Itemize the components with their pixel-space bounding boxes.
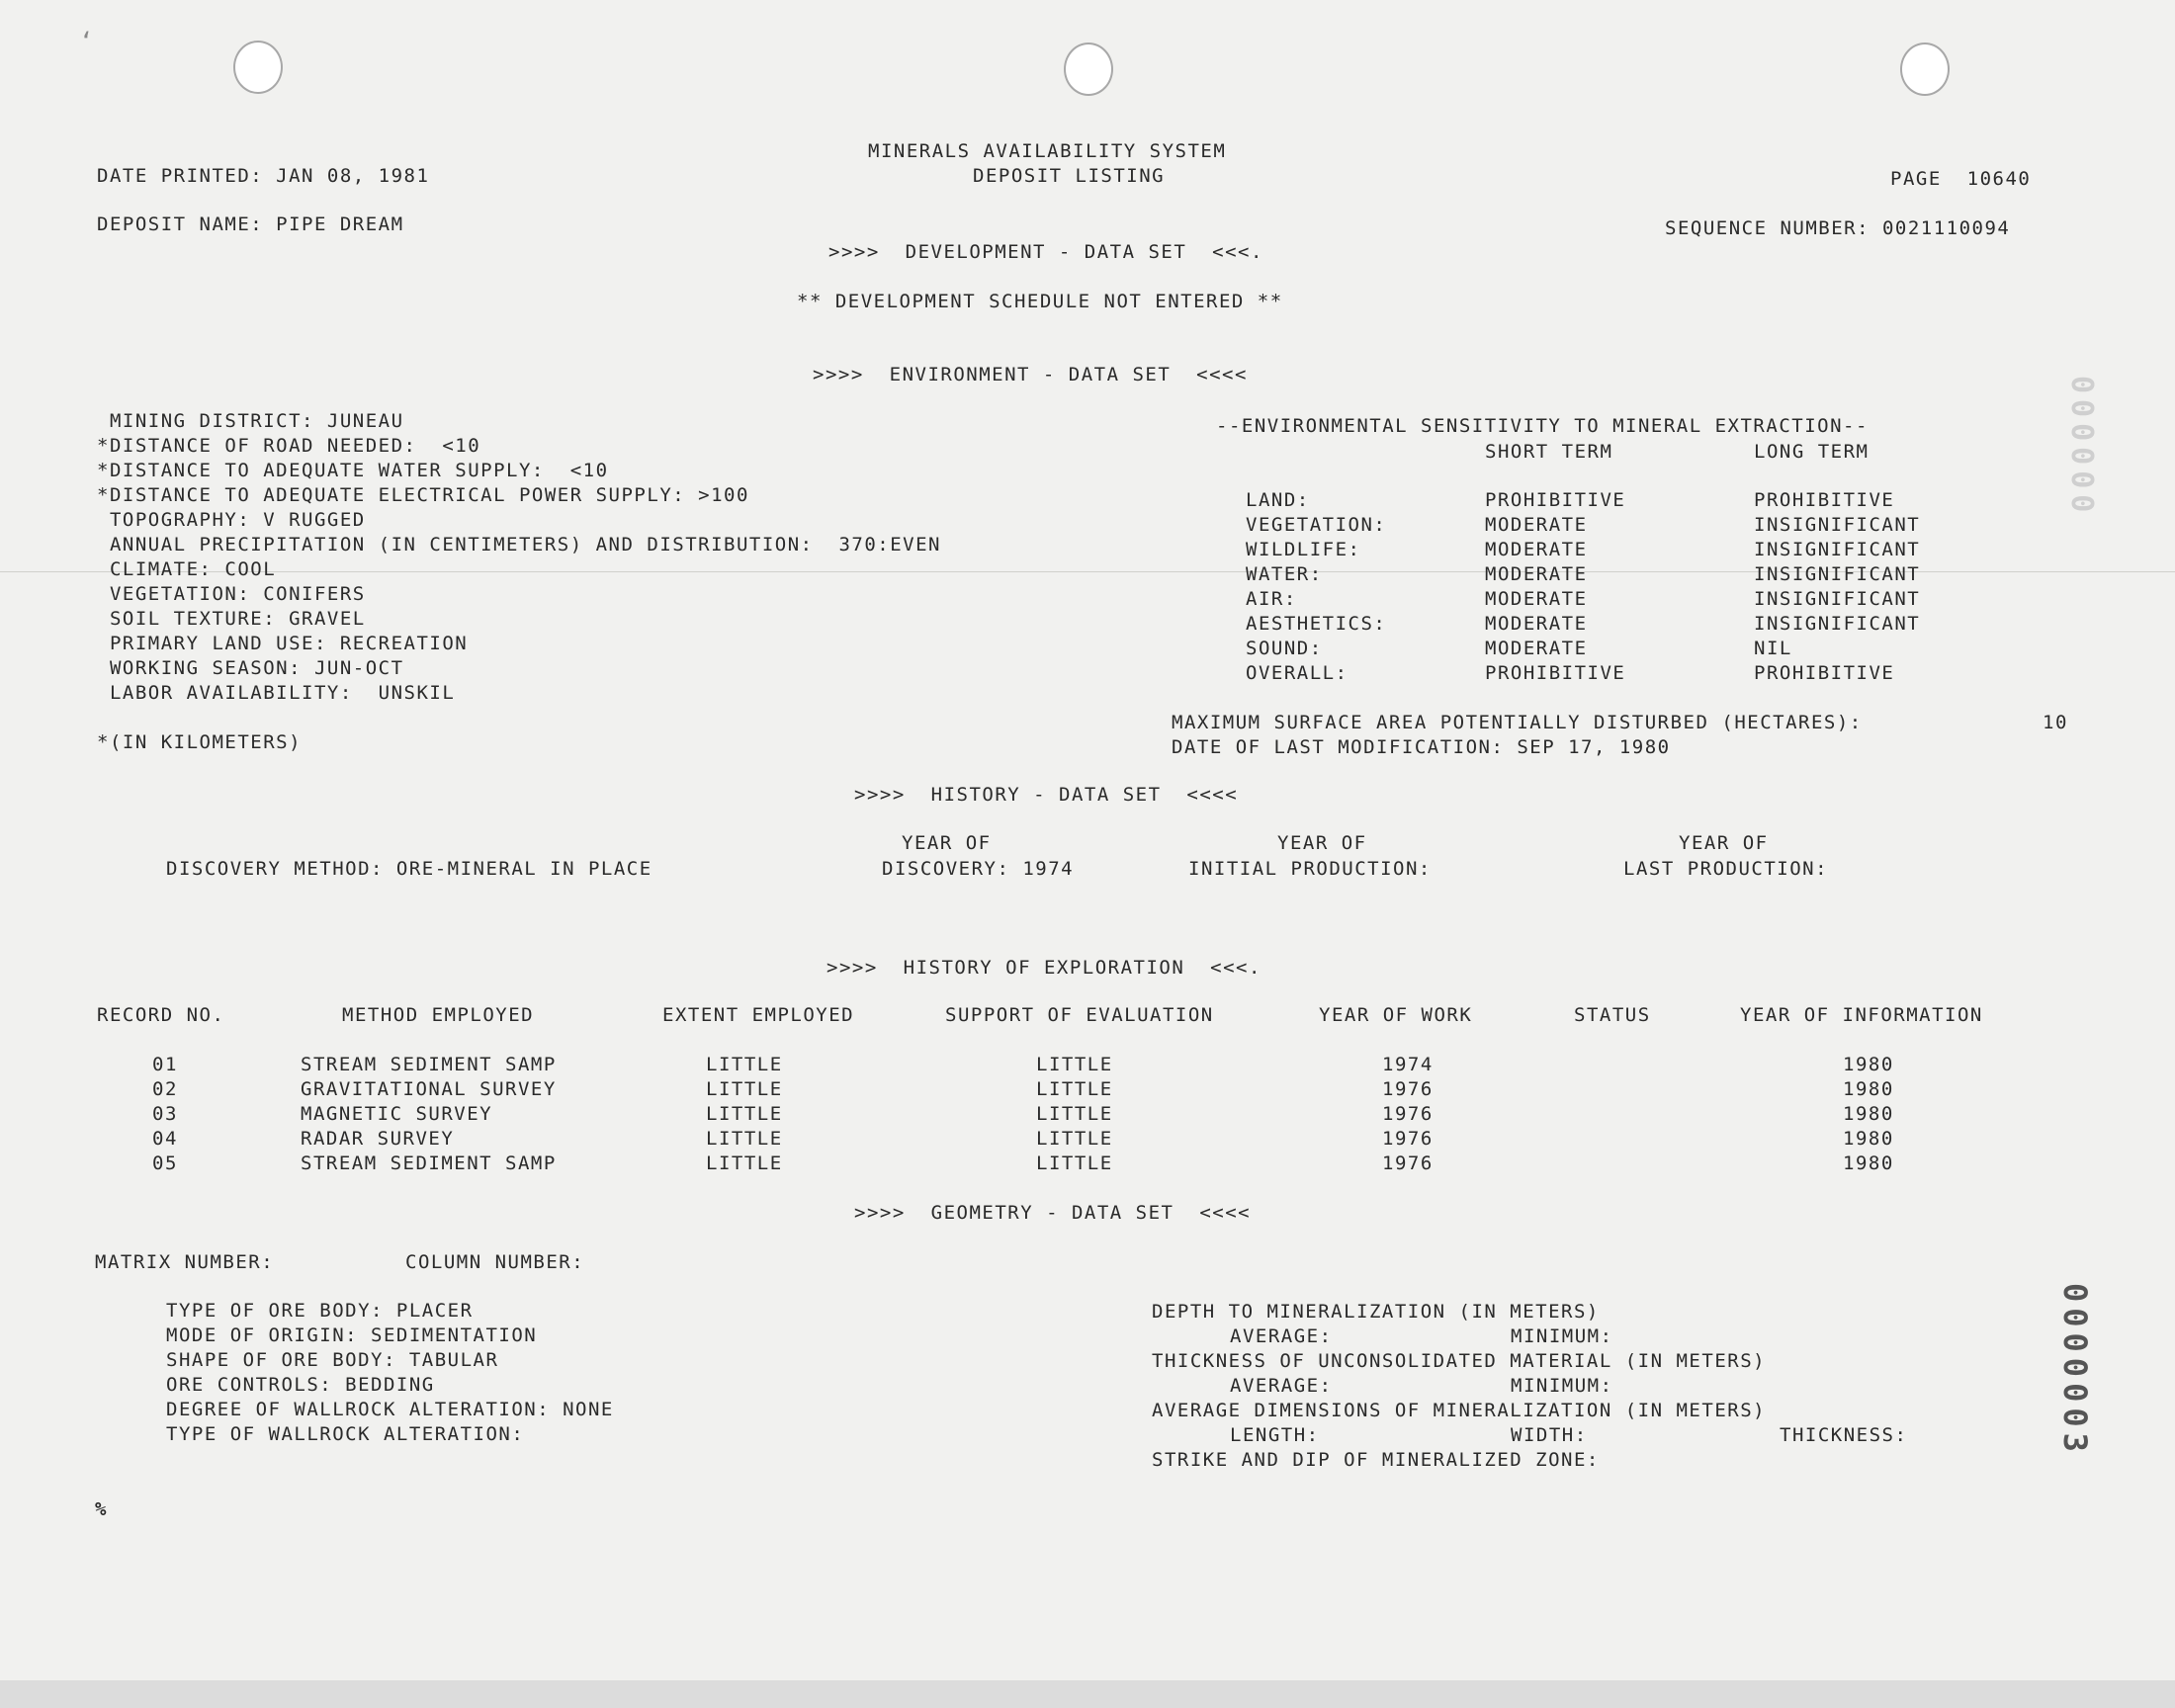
development-title: >>>> DEVELOPMENT - DATA SET <<<. bbox=[828, 241, 1263, 263]
geometry-item: DEGREE OF WALLROCK ALTERATION: NONE bbox=[166, 1399, 614, 1420]
year-of-work: 1976 bbox=[1382, 1153, 1434, 1174]
short-term-header: SHORT TERM bbox=[1485, 441, 1613, 463]
year-of-discovery-label: YEAR OF bbox=[902, 832, 992, 854]
footer-mark: % bbox=[95, 1498, 108, 1520]
support: LITTLE bbox=[1036, 1153, 1113, 1174]
year-of-info: 1980 bbox=[1843, 1103, 1894, 1125]
col-header-method: METHOD EMPLOYED bbox=[342, 1004, 535, 1026]
env-item: LABOR AVAILABILITY: UNSKIL bbox=[97, 682, 456, 704]
sensitivity-short: PROHIBITIVE bbox=[1485, 662, 1626, 684]
year-of-work: 1976 bbox=[1382, 1078, 1434, 1100]
max-area-label: MAXIMUM SURFACE AREA POTENTIALLY DISTURBED (HECTARES): bbox=[1172, 712, 1863, 733]
long-term-header: LONG TERM bbox=[1754, 441, 1870, 463]
sensitivity-label: LAND: bbox=[1246, 489, 1310, 511]
depth-minimum: MINIMUM: bbox=[1511, 1325, 1613, 1347]
method: STREAM SEDIMENT SAMP bbox=[301, 1153, 557, 1174]
col-header-status: STATUS bbox=[1574, 1004, 1651, 1026]
sensitivity-title: --ENVIRONMENTAL SENSITIVITY TO MINERAL EXTRACTION-- bbox=[1216, 415, 1869, 437]
sensitivity-short: MODERATE bbox=[1485, 514, 1588, 536]
column-number: COLUMN NUMBER: bbox=[405, 1251, 585, 1273]
env-item: TOPOGRAPHY: V RUGGED bbox=[97, 509, 366, 531]
last-modification: DATE OF LAST MODIFICATION: SEP 17, 1980 bbox=[1172, 736, 1671, 758]
exploration-title: >>>> HISTORY OF EXPLORATION <<<. bbox=[826, 957, 1262, 979]
env-item: VEGETATION: CONIFERS bbox=[97, 583, 366, 605]
geometry-item: SHAPE OF ORE BODY: TABULAR bbox=[166, 1349, 499, 1371]
km-footnote: *(IN KILOMETERS) bbox=[97, 731, 303, 753]
scan-speck: ‘ bbox=[79, 28, 94, 55]
env-item: ANNUAL PRECIPITATION (IN CENTIMETERS) AND DISTRIBUTION: 370:EVEN bbox=[97, 534, 941, 555]
year-of-work: 1976 bbox=[1382, 1128, 1434, 1150]
method: STREAM SEDIMENT SAMP bbox=[301, 1054, 557, 1075]
support: LITTLE bbox=[1036, 1054, 1113, 1075]
punch-hole-left bbox=[233, 41, 283, 94]
geometry-item: MODE OF ORIGIN: SEDIMENTATION bbox=[166, 1324, 538, 1346]
unconsolidated-minimum: MINIMUM: bbox=[1511, 1375, 1613, 1397]
sensitivity-long: PROHIBITIVE bbox=[1754, 489, 1895, 511]
year-of-work: 1974 bbox=[1382, 1054, 1434, 1075]
year-of-initial-label: YEAR OF bbox=[1277, 832, 1367, 854]
sensitivity-short: PROHIBITIVE bbox=[1485, 489, 1626, 511]
environment-title: >>>> ENVIRONMENT - DATA SET <<<< bbox=[813, 364, 1248, 385]
year-of-info: 1980 bbox=[1843, 1153, 1894, 1174]
unconsolidated-average: AVERAGE: bbox=[1230, 1375, 1333, 1397]
col-header-year-work: YEAR OF WORK bbox=[1319, 1004, 1473, 1026]
method: RADAR SURVEY bbox=[301, 1128, 455, 1150]
method: MAGNETIC SURVEY bbox=[301, 1103, 493, 1125]
year-of-work: 1976 bbox=[1382, 1103, 1434, 1125]
dimension-thickness: THICKNESS: bbox=[1780, 1424, 1908, 1446]
sensitivity-label: VEGETATION: bbox=[1246, 514, 1387, 536]
sensitivity-long: INSIGNIFICANT bbox=[1754, 514, 1921, 536]
extent: LITTLE bbox=[706, 1128, 783, 1150]
col-header-year-info: YEAR OF INFORMATION bbox=[1740, 1004, 1983, 1026]
col-header-record: RECORD NO. bbox=[97, 1004, 225, 1026]
listing-title: DEPOSIT LISTING bbox=[973, 165, 1166, 187]
page-number: PAGE 10640 bbox=[1890, 168, 2032, 190]
sensitivity-label: SOUND: bbox=[1246, 638, 1323, 659]
extent: LITTLE bbox=[706, 1054, 783, 1075]
extent: LITTLE bbox=[706, 1103, 783, 1125]
col-header-support: SUPPORT OF EVALUATION bbox=[945, 1004, 1214, 1026]
sensitivity-short: MODERATE bbox=[1485, 588, 1588, 610]
avg-dimensions-label: AVERAGE DIMENSIONS OF MINERALIZATION (IN METERS) bbox=[1152, 1400, 1767, 1421]
method: GRAVITATIONAL SURVEY bbox=[301, 1078, 557, 1100]
date-printed: DATE PRINTED: JAN 08, 1981 bbox=[97, 165, 430, 187]
env-item: WORKING SEASON: JUN-OCT bbox=[97, 657, 404, 679]
system-title: MINERALS AVAILABILITY SYSTEM bbox=[868, 140, 1227, 162]
support: LITTLE bbox=[1036, 1103, 1113, 1125]
env-item: SOIL TEXTURE: GRAVEL bbox=[97, 608, 366, 630]
frame-number-stamp: 0000003 bbox=[2056, 1283, 2094, 1458]
sensitivity-short: MODERATE bbox=[1485, 613, 1588, 635]
sensitivity-short: MODERATE bbox=[1485, 638, 1588, 659]
geometry-item: TYPE OF ORE BODY: PLACER bbox=[166, 1300, 474, 1322]
year-of-info: 1980 bbox=[1843, 1054, 1894, 1075]
env-item: *DISTANCE TO ADEQUATE ELECTRICAL POWER SUPPLY: >100 bbox=[97, 484, 749, 506]
col-header-extent: EXTENT EMPLOYED bbox=[662, 1004, 855, 1026]
sensitivity-long: INSIGNIFICANT bbox=[1754, 563, 1921, 585]
record-no: 03 bbox=[152, 1103, 178, 1125]
env-item: MINING DISTRICT: JUNEAU bbox=[97, 410, 404, 432]
sensitivity-label: AESTHETICS: bbox=[1246, 613, 1387, 635]
extent: LITTLE bbox=[706, 1078, 783, 1100]
sensitivity-label: WILDLIFE: bbox=[1246, 539, 1361, 560]
sensitivity-short: MODERATE bbox=[1485, 539, 1588, 560]
support: LITTLE bbox=[1036, 1078, 1113, 1100]
faint-frame-stamp: 000000 bbox=[2064, 376, 2099, 519]
discovery-year: DISCOVERY: 1974 bbox=[882, 858, 1075, 880]
sensitivity-long: NIL bbox=[1754, 638, 1792, 659]
punch-hole-center bbox=[1064, 43, 1113, 96]
depth-average: AVERAGE: bbox=[1230, 1325, 1333, 1347]
strike-dip-label: STRIKE AND DIP OF MINERALIZED ZONE: bbox=[1152, 1449, 1600, 1471]
sequence-number: SEQUENCE NUMBER: 0021110094 bbox=[1665, 217, 2011, 239]
year-of-info: 1980 bbox=[1843, 1128, 1894, 1150]
geometry-item: ORE CONTROLS: BEDDING bbox=[166, 1374, 435, 1396]
record-no: 02 bbox=[152, 1078, 178, 1100]
max-area-value: 10 bbox=[2043, 712, 2068, 733]
extent: LITTLE bbox=[706, 1153, 783, 1174]
discovery-method: DISCOVERY METHOD: ORE-MINERAL IN PLACE bbox=[166, 858, 652, 880]
depth-label: DEPTH TO MINERALIZATION (IN METERS) bbox=[1152, 1301, 1600, 1323]
deposit-name: DEPOSIT NAME: PIPE DREAM bbox=[97, 214, 404, 235]
env-item: *DISTANCE OF ROAD NEEDED: <10 bbox=[97, 435, 481, 457]
punch-hole-right bbox=[1900, 43, 1950, 96]
geometry-title: >>>> GEOMETRY - DATA SET <<<< bbox=[854, 1202, 1252, 1224]
last-production: LAST PRODUCTION: bbox=[1623, 858, 1829, 880]
support: LITTLE bbox=[1036, 1128, 1113, 1150]
sensitivity-long: INSIGNIFICANT bbox=[1754, 613, 1921, 635]
matrix-number: MATRIX NUMBER: bbox=[95, 1251, 275, 1273]
sensitivity-short: MODERATE bbox=[1485, 563, 1588, 585]
geometry-item: TYPE OF WALLROCK ALTERATION: bbox=[166, 1423, 525, 1445]
sensitivity-long: INSIGNIFICANT bbox=[1754, 539, 1921, 560]
env-item: *DISTANCE TO ADEQUATE WATER SUPPLY: <10 bbox=[97, 460, 609, 481]
record-no: 05 bbox=[152, 1153, 178, 1174]
development-note: ** DEVELOPMENT SCHEDULE NOT ENTERED ** bbox=[797, 291, 1283, 312]
history-title: >>>> HISTORY - DATA SET <<<< bbox=[854, 784, 1239, 806]
dimension-length: LENGTH: bbox=[1230, 1424, 1320, 1446]
scan-bottom-edge bbox=[0, 1680, 2175, 1708]
env-item: CLIMATE: COOL bbox=[97, 558, 277, 580]
year-of-last-label: YEAR OF bbox=[1679, 832, 1769, 854]
record-no: 04 bbox=[152, 1128, 178, 1150]
initial-production: INITIAL PRODUCTION: bbox=[1188, 858, 1432, 880]
unconsolidated-label: THICKNESS OF UNCONSOLIDATED MATERIAL (IN METERS) bbox=[1152, 1350, 1767, 1372]
sensitivity-long: PROHIBITIVE bbox=[1754, 662, 1895, 684]
record-no: 01 bbox=[152, 1054, 178, 1075]
sensitivity-label: AIR: bbox=[1246, 588, 1297, 610]
dimension-width: WIDTH: bbox=[1511, 1424, 1588, 1446]
env-item: PRIMARY LAND USE: RECREATION bbox=[97, 633, 469, 654]
year-of-info: 1980 bbox=[1843, 1078, 1894, 1100]
sensitivity-label: OVERALL: bbox=[1246, 662, 1348, 684]
sensitivity-long: INSIGNIFICANT bbox=[1754, 588, 1921, 610]
sensitivity-label: WATER: bbox=[1246, 563, 1323, 585]
